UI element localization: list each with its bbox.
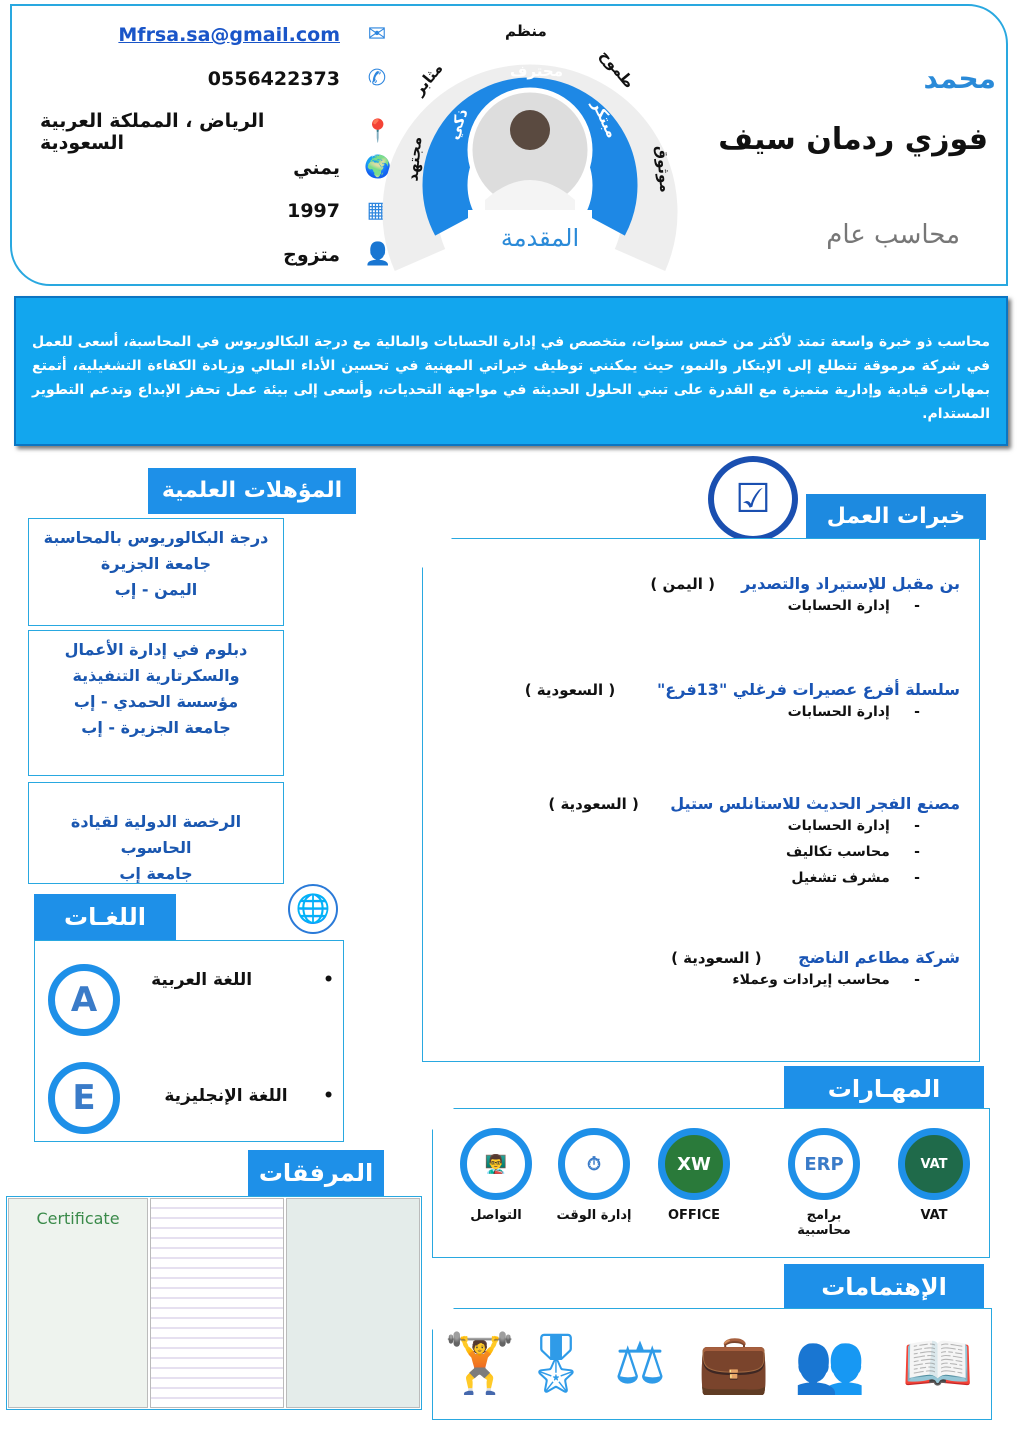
vat-icon: VAT (898, 1128, 970, 1200)
language-badge: E (48, 1062, 120, 1134)
trait-outer: مثابر (409, 59, 447, 99)
certificate-thumbnail[interactable] (150, 1198, 284, 1408)
contact-marital (40, 242, 390, 268)
trait-inner: ذكي (443, 106, 472, 142)
interests-heading: الإهتمامات (784, 1264, 984, 1310)
trait-outer: مجتهد (403, 135, 426, 183)
job-entry: سلسلة أفرع عصيرات فرغلي "13فرع" ( السعودية ) - إدارة الحسابات (524, 680, 960, 720)
erp-icon: ERP (788, 1128, 860, 1200)
skill-communication: 👨‍🏫 التواصل (456, 1128, 536, 1223)
skill-vat: VAT VAT (894, 1128, 974, 1223)
trait-outer: موثوق (652, 144, 675, 194)
stopwatch-icon: ⏱ (558, 1128, 630, 1200)
map-pin-icon: 📍 (364, 119, 392, 144)
trait-outer: منظم (505, 22, 547, 40)
trait-outer: طموح (596, 46, 639, 92)
job-entry: بن مقبل للإستيراد والتصدير ( اليمن ) - إدارة الحسابات (650, 574, 960, 614)
birth-year-text: 1997 (287, 200, 340, 222)
weightlifting-icon: 🏋 (443, 1329, 517, 1397)
attachments-heading: المرفقات (248, 1150, 384, 1196)
education-item: دبلوم في إدارة الأعمال والسكرتارية التنفيذية مؤسسة الحمدي - إب جامعة الجزيرة - إب (28, 630, 284, 776)
intro-label: المقدمة (500, 224, 580, 252)
trait-inner: محترف (510, 62, 563, 80)
briefcase-icon: 💼 (697, 1329, 771, 1397)
skill-time: ⏱ إدارة الوقت (554, 1128, 634, 1223)
contact-email[interactable] (40, 22, 390, 48)
document-check-icon: ☑ (708, 456, 798, 542)
job-entry: مصنع الفجر الحديث للاستانلس ستيل ( السعودية ) - إدارة الحسابات - محاسب تكاليف - مشرف تشغيل (548, 794, 960, 886)
contact-birth (40, 198, 390, 224)
experience-heading: خبرات العمل (806, 494, 986, 540)
email-link[interactable]: Mfrsa.sa@gmail.com (118, 24, 340, 46)
contact-location (40, 110, 390, 154)
nationality-text: يمني (293, 157, 340, 179)
team-icon: 👥 (793, 1329, 867, 1397)
contact-phone (40, 66, 390, 92)
globe-chat-icon: 🌐 (288, 884, 338, 934)
award-icon: 🎖 (519, 1329, 593, 1397)
languages-heading: اللغـات (34, 894, 176, 940)
marital-text: متزوج (283, 244, 340, 266)
globe-icon: 🌍 (364, 155, 392, 180)
presentation-icon: 👨‍🏫 (460, 1128, 532, 1200)
book-icon: 📖 (901, 1329, 975, 1397)
summary: محاسب ذو خبرة واسعة تمتد لأكثر من خمس سنوات، متخصص في إدارة الحسابات والمالية مع درجة البكالوريوس في المحاسبة، أسعى للعمل في شركة مرموقة تتطلع إلى الإبتكار والنمو، حيث يمكنني توظيف خبراتي المهنية في تحسين الأداء المالي وزيادة الكفاءة التشغيلية، أتمتع بمهارات قيادية وإدارية متميزة مع القدرة على تبني الحلول الحديثة في مواجهة التحديات، وأسعى إلى بيئة عمل تحفز الإبداع وتدعم التطوير المستدام. (14, 296, 1008, 446)
certificate-thumbnail[interactable]: Certificate (8, 1198, 148, 1408)
office-icon: XW (658, 1128, 730, 1200)
phone-text: 0556422373 (207, 68, 340, 90)
language-item: • اللغة العربية (151, 970, 334, 990)
phone-icon: ✆ (367, 66, 387, 91)
language-badge: A (48, 964, 120, 1036)
language-item: • اللغة الإنجليزية (164, 1086, 334, 1106)
certificate-thumbnail[interactable] (286, 1198, 420, 1408)
education-heading: المؤهلات العلمية (148, 468, 356, 514)
envelope-icon: ✉ (367, 22, 387, 47)
job-entry: شركة مطاعم الناضج ( السعودية ) - محاسب إيرادات وعملاء (671, 948, 960, 988)
contact-nationality (40, 155, 390, 181)
scales-icon: ⚖ (614, 1329, 666, 1397)
education-item: درجة البكالوريوس بالمحاسبة جامعة الجزيرة اليمن - إب (28, 518, 284, 626)
full-name: فوزي ردمان سيف (718, 122, 988, 157)
user-icon: 👤 (364, 242, 392, 267)
education-item: الرخصة الدولية لقيادة الحاسوب جامعة إب (28, 782, 284, 884)
skill-erp: ERP برامج محاسبية (784, 1128, 864, 1238)
location-text: الرياض ، المملكة العربية السعودية (40, 110, 265, 154)
skill-office: XW OFFICE (654, 1128, 734, 1223)
calendar-icon: ▦ (366, 198, 388, 223)
trait-inner: مبتكر (588, 97, 622, 141)
skills-heading: المهـارات (784, 1066, 984, 1112)
first-name: محمد (923, 62, 996, 95)
job-title: محاسب عام (826, 220, 960, 250)
